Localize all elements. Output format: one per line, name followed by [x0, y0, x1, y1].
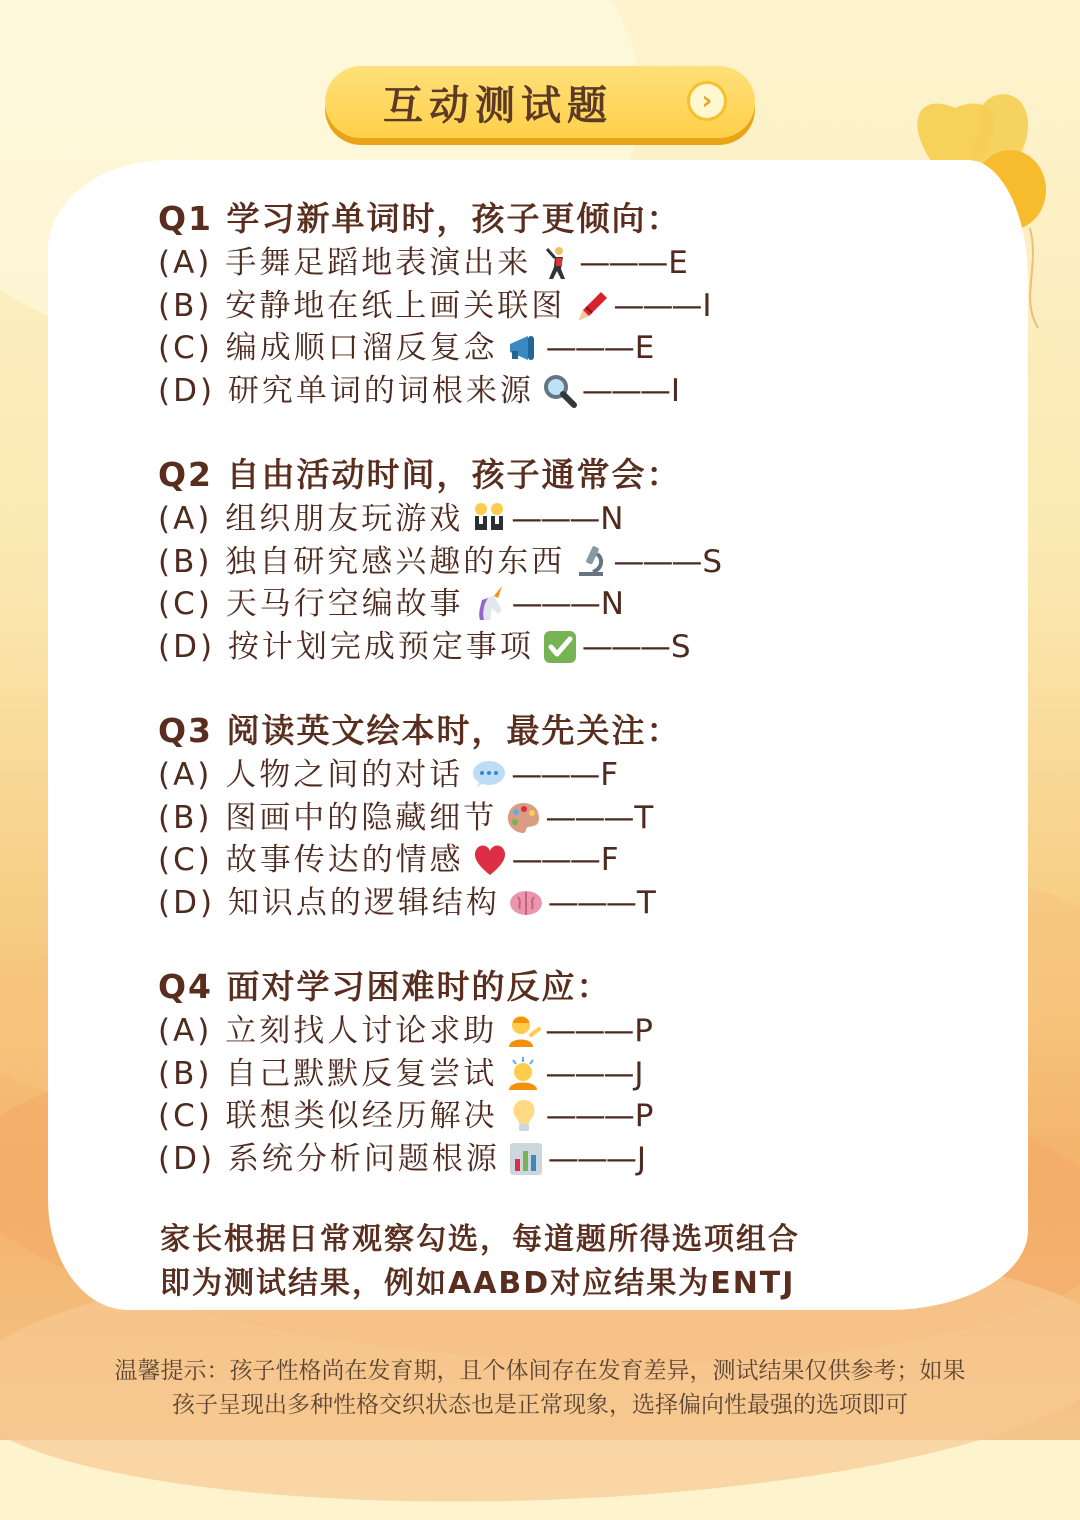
option-dash: ——— — [613, 543, 701, 580]
option-label: (A) 组织朋友玩游戏 — [158, 501, 464, 537]
question-block — [158, 708, 958, 924]
option-label: (A) 立刻找人讨论求助 — [158, 1013, 498, 1049]
option-row[interactable] — [158, 583, 958, 626]
option-label: (A) 手舞足蹈地表演出来 — [158, 245, 532, 281]
option-result: P — [634, 1098, 654, 1134]
option-result: E — [668, 245, 688, 281]
option-label: (D) 研究单词的词根来源 — [158, 372, 534, 409]
option-result: S — [670, 628, 691, 665]
option-label: (C) 天马行空编故事 — [158, 586, 464, 622]
option-row[interactable] — [158, 327, 958, 370]
option-row[interactable] — [158, 498, 958, 541]
option-row[interactable] — [158, 1138, 958, 1181]
option-row[interactable] — [158, 1095, 958, 1138]
option-dash: ——— — [511, 501, 599, 537]
option-row[interactable] — [158, 1010, 958, 1053]
option-row[interactable] — [158, 1053, 958, 1096]
title-banner — [325, 66, 755, 138]
option-row[interactable] — [158, 754, 958, 797]
option-row[interactable] — [158, 370, 958, 413]
option-result: E — [634, 330, 655, 366]
option-result: N — [600, 586, 624, 622]
option-dash: ——— — [581, 628, 669, 665]
speech-bubble-icon — [471, 757, 507, 793]
friends-icon — [471, 501, 507, 537]
megaphone-icon — [506, 330, 542, 366]
check-icon — [542, 629, 578, 665]
magnifier-icon — [542, 373, 578, 409]
option-label: (B) 自己默默反复尝试 — [158, 1055, 498, 1092]
option-row[interactable] — [158, 882, 958, 925]
microscope-icon — [573, 544, 609, 580]
option-label: (D) 系统分析问题根源 — [158, 1140, 500, 1177]
question-block — [158, 196, 958, 412]
option-result: P — [634, 1013, 653, 1049]
option-result: N — [600, 501, 624, 537]
option-dash: ——— — [545, 330, 633, 366]
brain-icon — [508, 885, 544, 921]
option-result: I — [670, 372, 681, 409]
option-dash: ——— — [547, 1140, 635, 1177]
question-title: Q4 面对学习困难时的反应： — [158, 967, 612, 1006]
instruction-line: 家长根据日常观察勾选，每道题所得选项组合 — [160, 1222, 800, 1257]
option-label: (B) 图画中的隐藏细节 — [158, 799, 498, 836]
option-dash: ——— — [613, 287, 701, 324]
tip-line: 温馨提示：孩子性格尚在发育期，且个体间存在发育差异，测试结果仅供参考；如果 — [114, 1358, 966, 1384]
question-block — [158, 964, 958, 1180]
question-title: Q2 自由活动时间，孩子通常会： — [158, 455, 682, 494]
option-label: (C) 故事传达的情感 — [158, 842, 464, 878]
option-result: J — [636, 1140, 647, 1177]
option-row[interactable] — [158, 626, 958, 669]
option-result: J — [634, 1055, 644, 1092]
option-dash: ——— — [511, 842, 599, 878]
option-dash: ——— — [547, 884, 635, 921]
option-dash: ——— — [545, 1055, 633, 1092]
option-row[interactable] — [158, 839, 958, 882]
person-tipping-hand-icon — [505, 1013, 541, 1049]
option-label: (C) 编成顺口溜反复念 — [158, 330, 498, 366]
option-dash: ——— — [581, 372, 669, 409]
option-row[interactable] — [158, 541, 958, 584]
instruction-note — [160, 1218, 960, 1306]
option-row[interactable] — [158, 242, 958, 285]
option-dash: ——— — [511, 757, 599, 793]
option-result: T — [634, 799, 654, 836]
question-block — [158, 452, 958, 668]
option-label: (B) 安静地在纸上画关联图 — [158, 287, 566, 324]
option-label: (D) 按计划完成预定事项 — [158, 628, 534, 665]
bar-chart-icon — [508, 1141, 544, 1177]
question-title: Q1 学习新单词时，孩子更倾向： — [158, 199, 682, 238]
question-title: Q3 阅读英文绘本时，最先关注： — [158, 711, 682, 750]
page-title: 互动测试题 — [383, 82, 613, 129]
option-dash: ——— — [511, 586, 599, 622]
person-struggling-icon — [505, 1056, 541, 1092]
tip-line: 孩子呈现出多种性格交织状态也是正常现象，选择偏向性最强的选项即可 — [172, 1392, 908, 1418]
warm-tip — [0, 1354, 1080, 1422]
palette-icon — [505, 800, 541, 836]
option-row[interactable] — [158, 285, 958, 328]
option-dash: ——— — [545, 799, 633, 836]
dancing-person-icon — [539, 245, 575, 281]
question-list — [158, 196, 958, 1220]
option-label: (A) 人物之间的对话 — [158, 757, 464, 793]
option-dash: ——— — [545, 1013, 633, 1049]
crayon-icon — [573, 288, 609, 324]
option-label: (C) 联想类似经历解决 — [158, 1098, 498, 1134]
unicorn-icon — [472, 586, 508, 622]
option-dash: ——— — [545, 1098, 633, 1134]
option-result: F — [600, 842, 619, 878]
heart-icon — [472, 842, 508, 878]
option-result: T — [636, 884, 656, 921]
option-row[interactable] — [158, 797, 958, 840]
option-result: S — [702, 543, 722, 580]
option-label: (D) 知识点的逻辑结构 — [158, 884, 500, 921]
chevron-right-icon[interactable]: › — [687, 81, 727, 121]
instruction-line: 即为测试结果，例如AABD对应结果为ENTJ — [160, 1266, 796, 1301]
lightbulb-icon — [506, 1098, 542, 1134]
option-dash: ——— — [579, 245, 667, 281]
option-result: I — [702, 287, 712, 324]
option-result: F — [600, 757, 619, 793]
option-label: (B) 独自研究感兴趣的东西 — [158, 543, 566, 580]
